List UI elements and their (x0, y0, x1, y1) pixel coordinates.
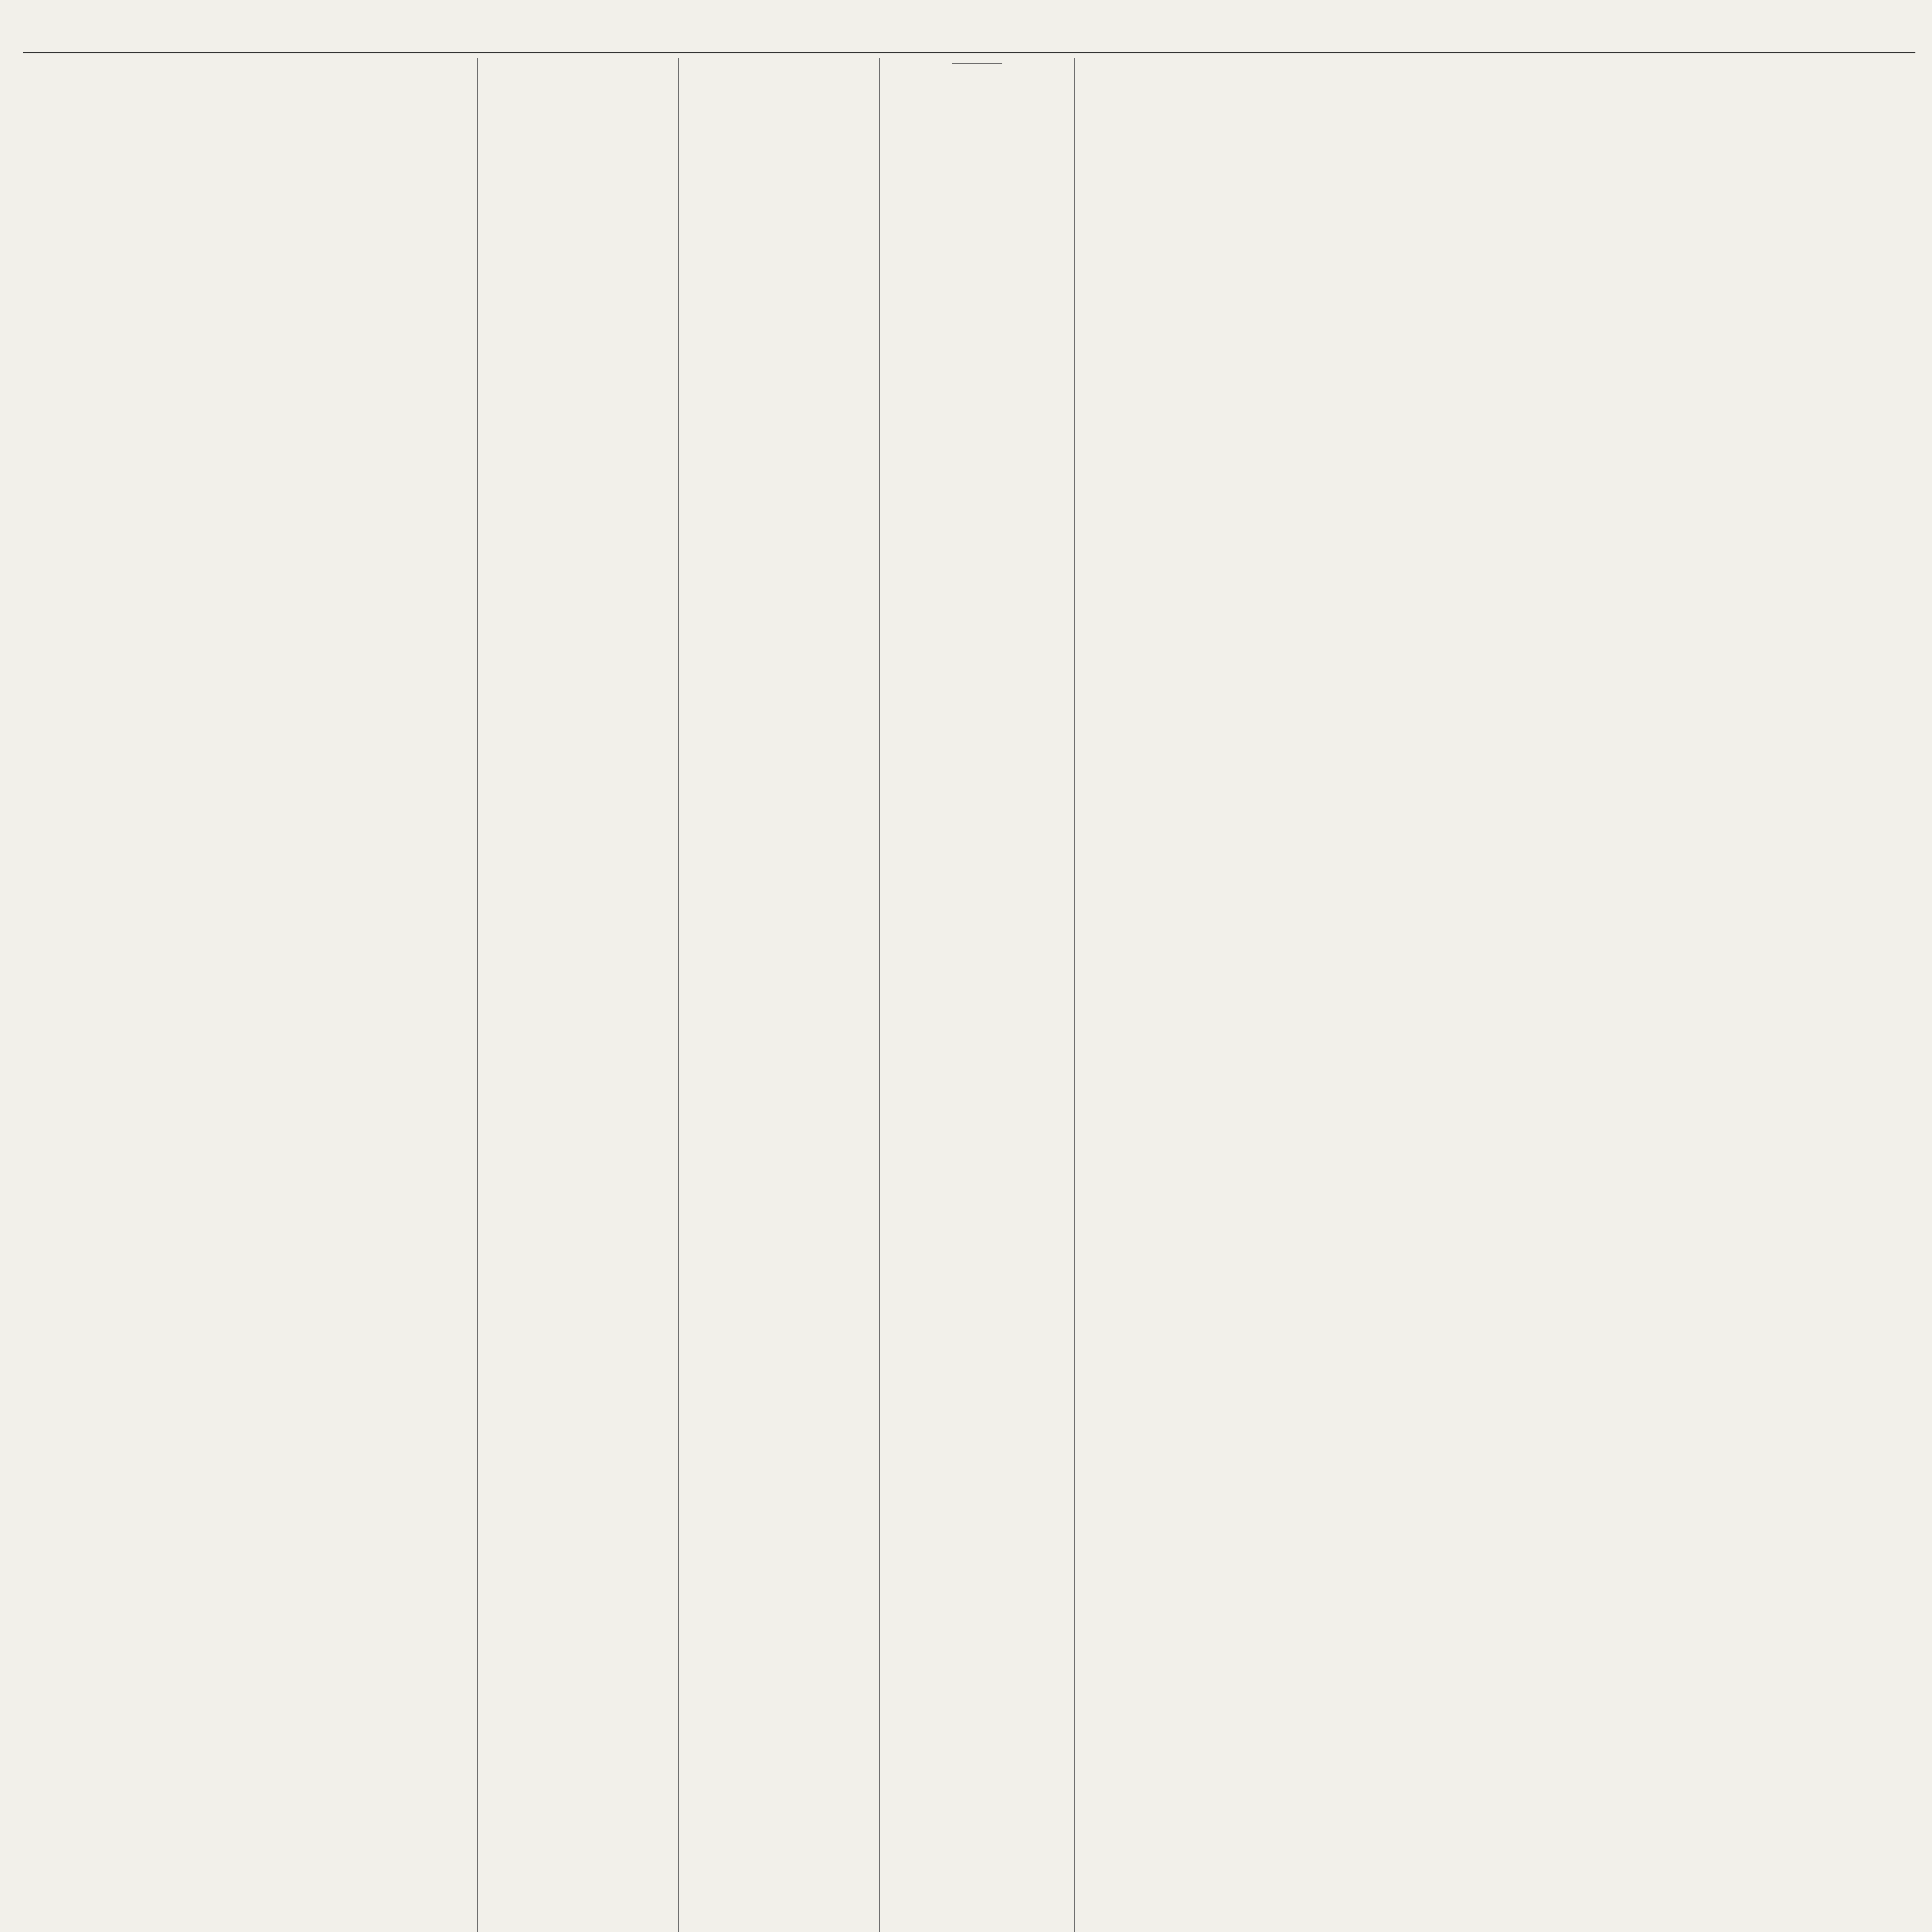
column-5-content (1074, 58, 1180, 1932)
gb-left (13, 128, 231, 137)
great-britain-news (13, 128, 464, 137)
masthead-text (0, 0, 1932, 12)
masthead (0, 0, 1932, 58)
column-2 (477, 58, 678, 1932)
gb-right (247, 128, 464, 137)
column-4 (879, 58, 1074, 1932)
masthead-rule (23, 52, 1915, 53)
column-headlines (0, 58, 477, 1932)
column-3 (678, 58, 879, 1932)
rule (952, 63, 1002, 64)
